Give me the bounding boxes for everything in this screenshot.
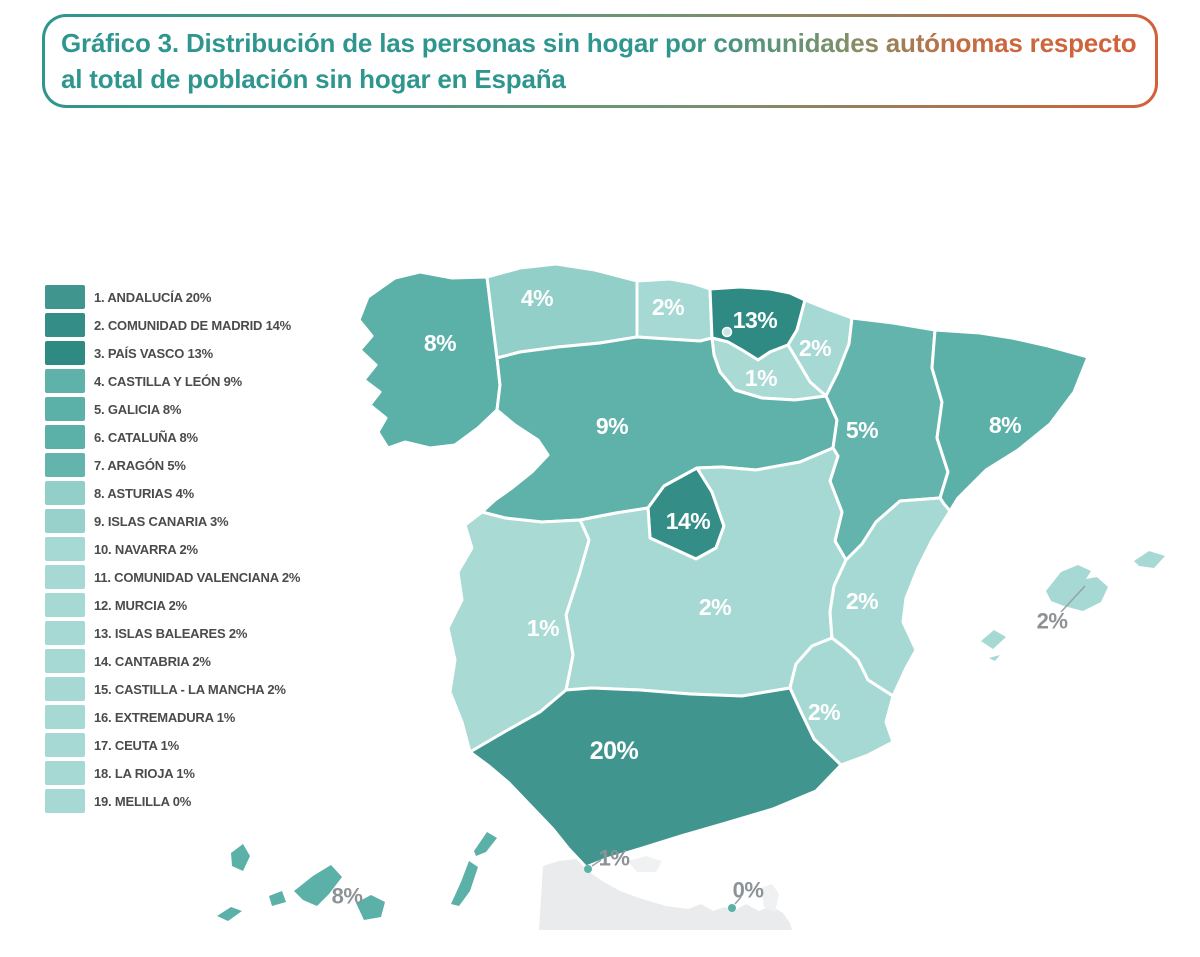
region-galicia [359, 272, 500, 448]
legend-label: 15. CASTILLA - LA MANCHA 2% [94, 681, 286, 697]
figure-title: Gráfico 3. Distribución de las personas sin hogar por comunidades autónomas respecto al total de población sin hogar en España [45, 17, 1155, 97]
trevino-enclave [723, 328, 732, 337]
lanzarote-island [474, 832, 497, 856]
label-cataluna: 8% [988, 412, 1022, 438]
label-murcia: 2% [807, 699, 841, 725]
legend-label: 6. CATALUÑA 8% [94, 429, 198, 445]
legend-label: 16. EXTREMADURA 1% [94, 709, 236, 725]
legend-label: 3. PAÍS VASCO 13% [94, 345, 213, 361]
legend-label: 9. ISLAS CANARIA 3% [94, 513, 229, 529]
legend-label: 1. ANDALUCÍA 20% [94, 289, 212, 305]
label-cantabria: 2% [651, 294, 685, 320]
label-extremadura: 1% [526, 615, 560, 641]
region-baleares [981, 551, 1165, 661]
ibiza-island [981, 630, 1006, 649]
legend-label: 7. ARAGÓN 5% [94, 457, 186, 473]
label-navarra: 2% [798, 335, 832, 361]
legend-label: 8. ASTURIAS 4% [94, 485, 195, 501]
legend-label: 18. LA RIOJA 1% [94, 765, 195, 781]
legend-label: 4. CASTILLA Y LEÓN 9% [94, 373, 242, 389]
label-asturias: 4% [520, 285, 554, 311]
melilla-dot [728, 904, 736, 912]
legend-label: 12. MURCIA 2% [94, 597, 187, 613]
label-madrid: 14% [665, 508, 711, 534]
el-hierro-island [217, 907, 242, 921]
legend-label: 10. NAVARRA 2% [94, 541, 198, 557]
legend-label: 11. COMUNIDAD VALENCIANA 2% [94, 569, 301, 585]
label-la-rioja: 1% [744, 365, 778, 391]
label-valencia: 2% [845, 588, 879, 614]
label-baleares: 2% [1036, 608, 1068, 634]
legend-label: 13. ISLAS BALEARES 2% [94, 625, 248, 641]
legend-label: 19. MELILLA 0% [94, 793, 192, 809]
label-galicia: 8% [423, 330, 457, 356]
la-gomera-island [269, 891, 286, 906]
label-andalucia: 20% [589, 737, 639, 765]
legend-label: 5. GALICIA 8% [94, 401, 182, 417]
formentera-island [989, 655, 1000, 661]
label-castilla-la-mancha: 2% [698, 594, 732, 620]
mallorca-island [1046, 565, 1108, 611]
legend-label: 14. CANTABRIA 2% [94, 653, 211, 669]
label-castilla-y-leon: 9% [595, 413, 629, 439]
fuerteventura-island [451, 861, 478, 906]
ceuta-dot [584, 865, 592, 873]
label-aragon: 5% [845, 417, 879, 443]
la-palma-island [231, 844, 250, 871]
label-canarias: 8% [331, 883, 363, 909]
menorca-island [1134, 551, 1165, 568]
legend-label: 2. COMUNIDAD DE MADRID 14% [94, 317, 292, 333]
morocco-coast-islet [761, 884, 779, 912]
label-pais-vasco: 13% [732, 307, 778, 333]
legend-label: 17. CEUTA 1% [94, 737, 180, 753]
morocco-coast-islet [628, 856, 662, 872]
label-ceuta: 1% [598, 845, 630, 871]
label-melilla: 0% [732, 877, 764, 903]
